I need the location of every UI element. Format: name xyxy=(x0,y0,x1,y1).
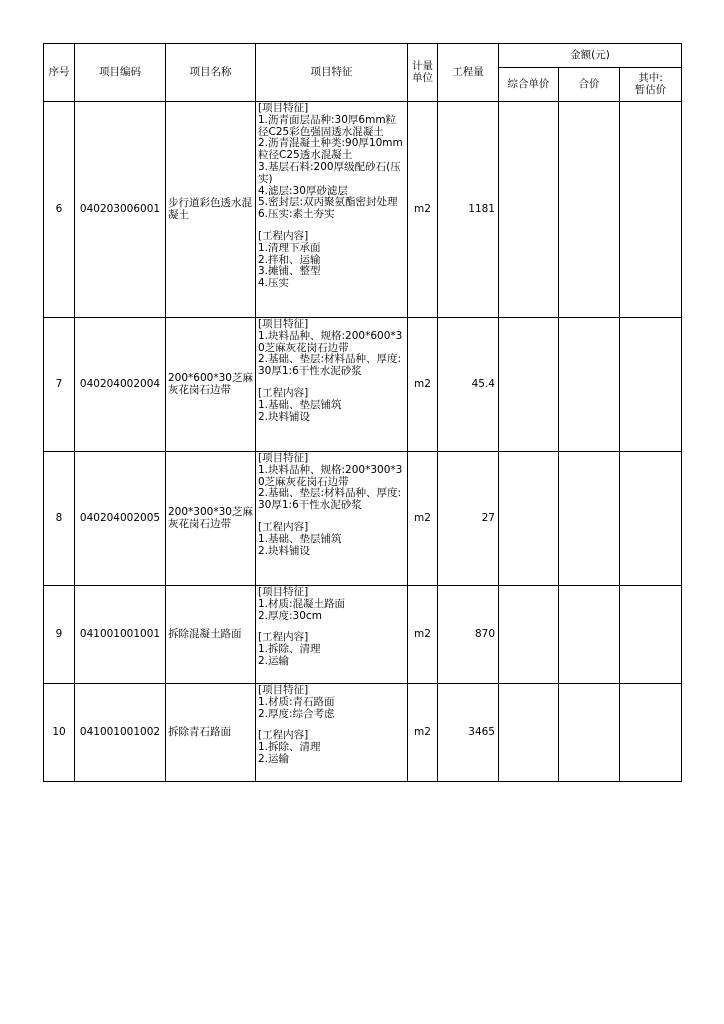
table-row xyxy=(44,102,682,318)
feature-line: 4.滤层:30厚砂滤层 xyxy=(258,184,348,197)
row-total xyxy=(559,452,620,586)
row-estimate xyxy=(620,102,682,318)
row-unit-price xyxy=(499,684,559,782)
row-quantity: 1181 xyxy=(438,102,499,318)
header-amount: 金额(元) xyxy=(499,44,682,68)
row-total xyxy=(559,586,620,684)
content-line: 1.基础、垫层铺筑 xyxy=(258,532,342,545)
content-line: [工程内容] xyxy=(258,631,309,644)
feature-line: 6.压实:素土夯实 xyxy=(258,208,335,221)
content-line: 3.摊铺、整型 xyxy=(258,265,321,278)
content-line: [工程内容] xyxy=(258,520,309,533)
row-code: 041001001001 xyxy=(75,586,166,684)
row-seq: 6 xyxy=(44,102,75,318)
content-line: 2.运输 xyxy=(258,752,290,765)
row-seq: 10 xyxy=(44,684,75,782)
feature-line: 1.材质:混凝土路面 xyxy=(258,597,346,610)
feature-line: 2.沥青混凝土种类:90厚10mm粒径C25透水混凝土 xyxy=(258,137,403,162)
row-estimate xyxy=(620,586,682,684)
feature-line: 1.材质:青石路面 xyxy=(258,695,335,708)
feature-line: 1.沥青面层品种:30厚6mm粒径C25彩色强固透水混凝土 xyxy=(258,113,397,138)
row-estimate xyxy=(620,452,682,586)
row-total xyxy=(559,318,620,452)
row-unit: m2 xyxy=(408,102,438,318)
row-total xyxy=(559,102,620,318)
content-line: 1.清理下承面 xyxy=(258,241,321,254)
row-features xyxy=(256,684,408,782)
content-line: 1.基础、垫层铺筑 xyxy=(258,398,342,411)
row-name: 拆除混凝土路面 xyxy=(166,586,256,684)
row-total xyxy=(559,684,620,782)
feature-line: [项目特征] xyxy=(258,684,309,696)
row-features xyxy=(256,452,408,586)
row-quantity: 3465 xyxy=(438,684,499,782)
feature-line: [项目特征] xyxy=(258,318,309,330)
feature-line: [项目特征] xyxy=(258,452,309,464)
row-name: 步行道彩色透水混凝土 xyxy=(166,102,256,318)
row-quantity: 870 xyxy=(438,586,499,684)
table-row xyxy=(44,452,682,586)
row-quantity: 27 xyxy=(438,452,499,586)
header-estimate-top: 其中: xyxy=(638,71,663,84)
table-row xyxy=(44,318,682,452)
header-total: 合价 xyxy=(559,68,620,102)
row-unit-price xyxy=(499,318,559,452)
row-name: 拆除青石路面 xyxy=(166,684,256,782)
row-features xyxy=(256,102,408,318)
row-unit: m2 xyxy=(408,318,438,452)
row-unit-price xyxy=(499,452,559,586)
content-line: [工程内容] xyxy=(258,386,309,399)
feature-line: 1.块料品种、规格:200*600*30芝麻灰花岗石边带 xyxy=(258,329,403,354)
row-code: 040204002005 xyxy=(75,452,166,586)
row-estimate xyxy=(620,684,682,782)
feature-line: 2.基础、垫层:材料品种、厚度:30厚1:6干性水泥砂浆 xyxy=(258,353,402,378)
header-name: 项目名称 xyxy=(166,44,256,102)
header-features: 项目特征 xyxy=(256,44,408,102)
row-unit: m2 xyxy=(408,586,438,684)
feature-line: 3.基层石料:200厚级配砂石(压实) xyxy=(258,160,401,185)
header-unit-bottom: 单位 xyxy=(412,71,433,84)
header-unit-top: 计量 xyxy=(412,59,433,72)
row-quantity: 45.4 xyxy=(438,318,499,452)
content-line: [工程内容] xyxy=(258,729,309,742)
feature-line: [项目特征] xyxy=(258,102,309,114)
row-estimate xyxy=(620,318,682,452)
header-estimate-bottom: 暂估价 xyxy=(634,83,667,96)
feature-line: 2.厚度:综合考虑 xyxy=(258,707,335,720)
content-line: 1.拆除、清理 xyxy=(258,643,321,656)
table-body xyxy=(44,102,682,782)
header-unit-price: 综合单价 xyxy=(499,68,559,102)
bill-of-quantities-table xyxy=(43,43,682,782)
feature-line: 1.块料品种、规格:200*300*30芝麻灰花岗石边带 xyxy=(258,463,403,488)
row-name: 200*600*30芝麻灰花岗石边带 xyxy=(166,318,256,452)
row-code: 041001001002 xyxy=(75,684,166,782)
feature-line: [项目特征] xyxy=(258,586,309,598)
content-line: 4.压实 xyxy=(258,277,290,290)
header-estimate xyxy=(620,68,682,102)
header-seq: 序号 xyxy=(44,44,75,102)
content-line: 1.拆除、清理 xyxy=(258,741,321,754)
table-header xyxy=(44,44,682,102)
row-seq: 9 xyxy=(44,586,75,684)
content-line: 2.运输 xyxy=(258,654,290,667)
table-row xyxy=(44,586,682,684)
row-unit: m2 xyxy=(408,452,438,586)
row-unit-price xyxy=(499,586,559,684)
row-name: 200*300*30芝麻灰花岗石边带 xyxy=(166,452,256,586)
row-code: 040203006001 xyxy=(75,102,166,318)
header-unit xyxy=(408,44,438,102)
row-seq: 7 xyxy=(44,318,75,452)
feature-line: 2.厚度:30cm xyxy=(258,609,322,622)
feature-line: 5.密封层:双丙聚氨酯密封处理 xyxy=(258,196,398,209)
content-line: 2.块料铺设 xyxy=(258,544,311,557)
row-seq: 8 xyxy=(44,452,75,586)
row-features xyxy=(256,586,408,684)
row-unit: m2 xyxy=(408,684,438,782)
content-line: 2.拌和、运输 xyxy=(258,253,321,266)
table-row xyxy=(44,684,682,782)
content-line: [工程内容] xyxy=(258,229,309,242)
feature-line: 2.基础、垫层:材料品种、厚度:30厚1:6干性水泥砂浆 xyxy=(258,487,402,512)
content-line: 2.块料铺设 xyxy=(258,410,311,423)
row-features xyxy=(256,318,408,452)
row-unit-price xyxy=(499,102,559,318)
header-quantity: 工程量 xyxy=(438,44,499,102)
row-code: 040204002004 xyxy=(75,318,166,452)
header-code: 项目编码 xyxy=(75,44,166,102)
